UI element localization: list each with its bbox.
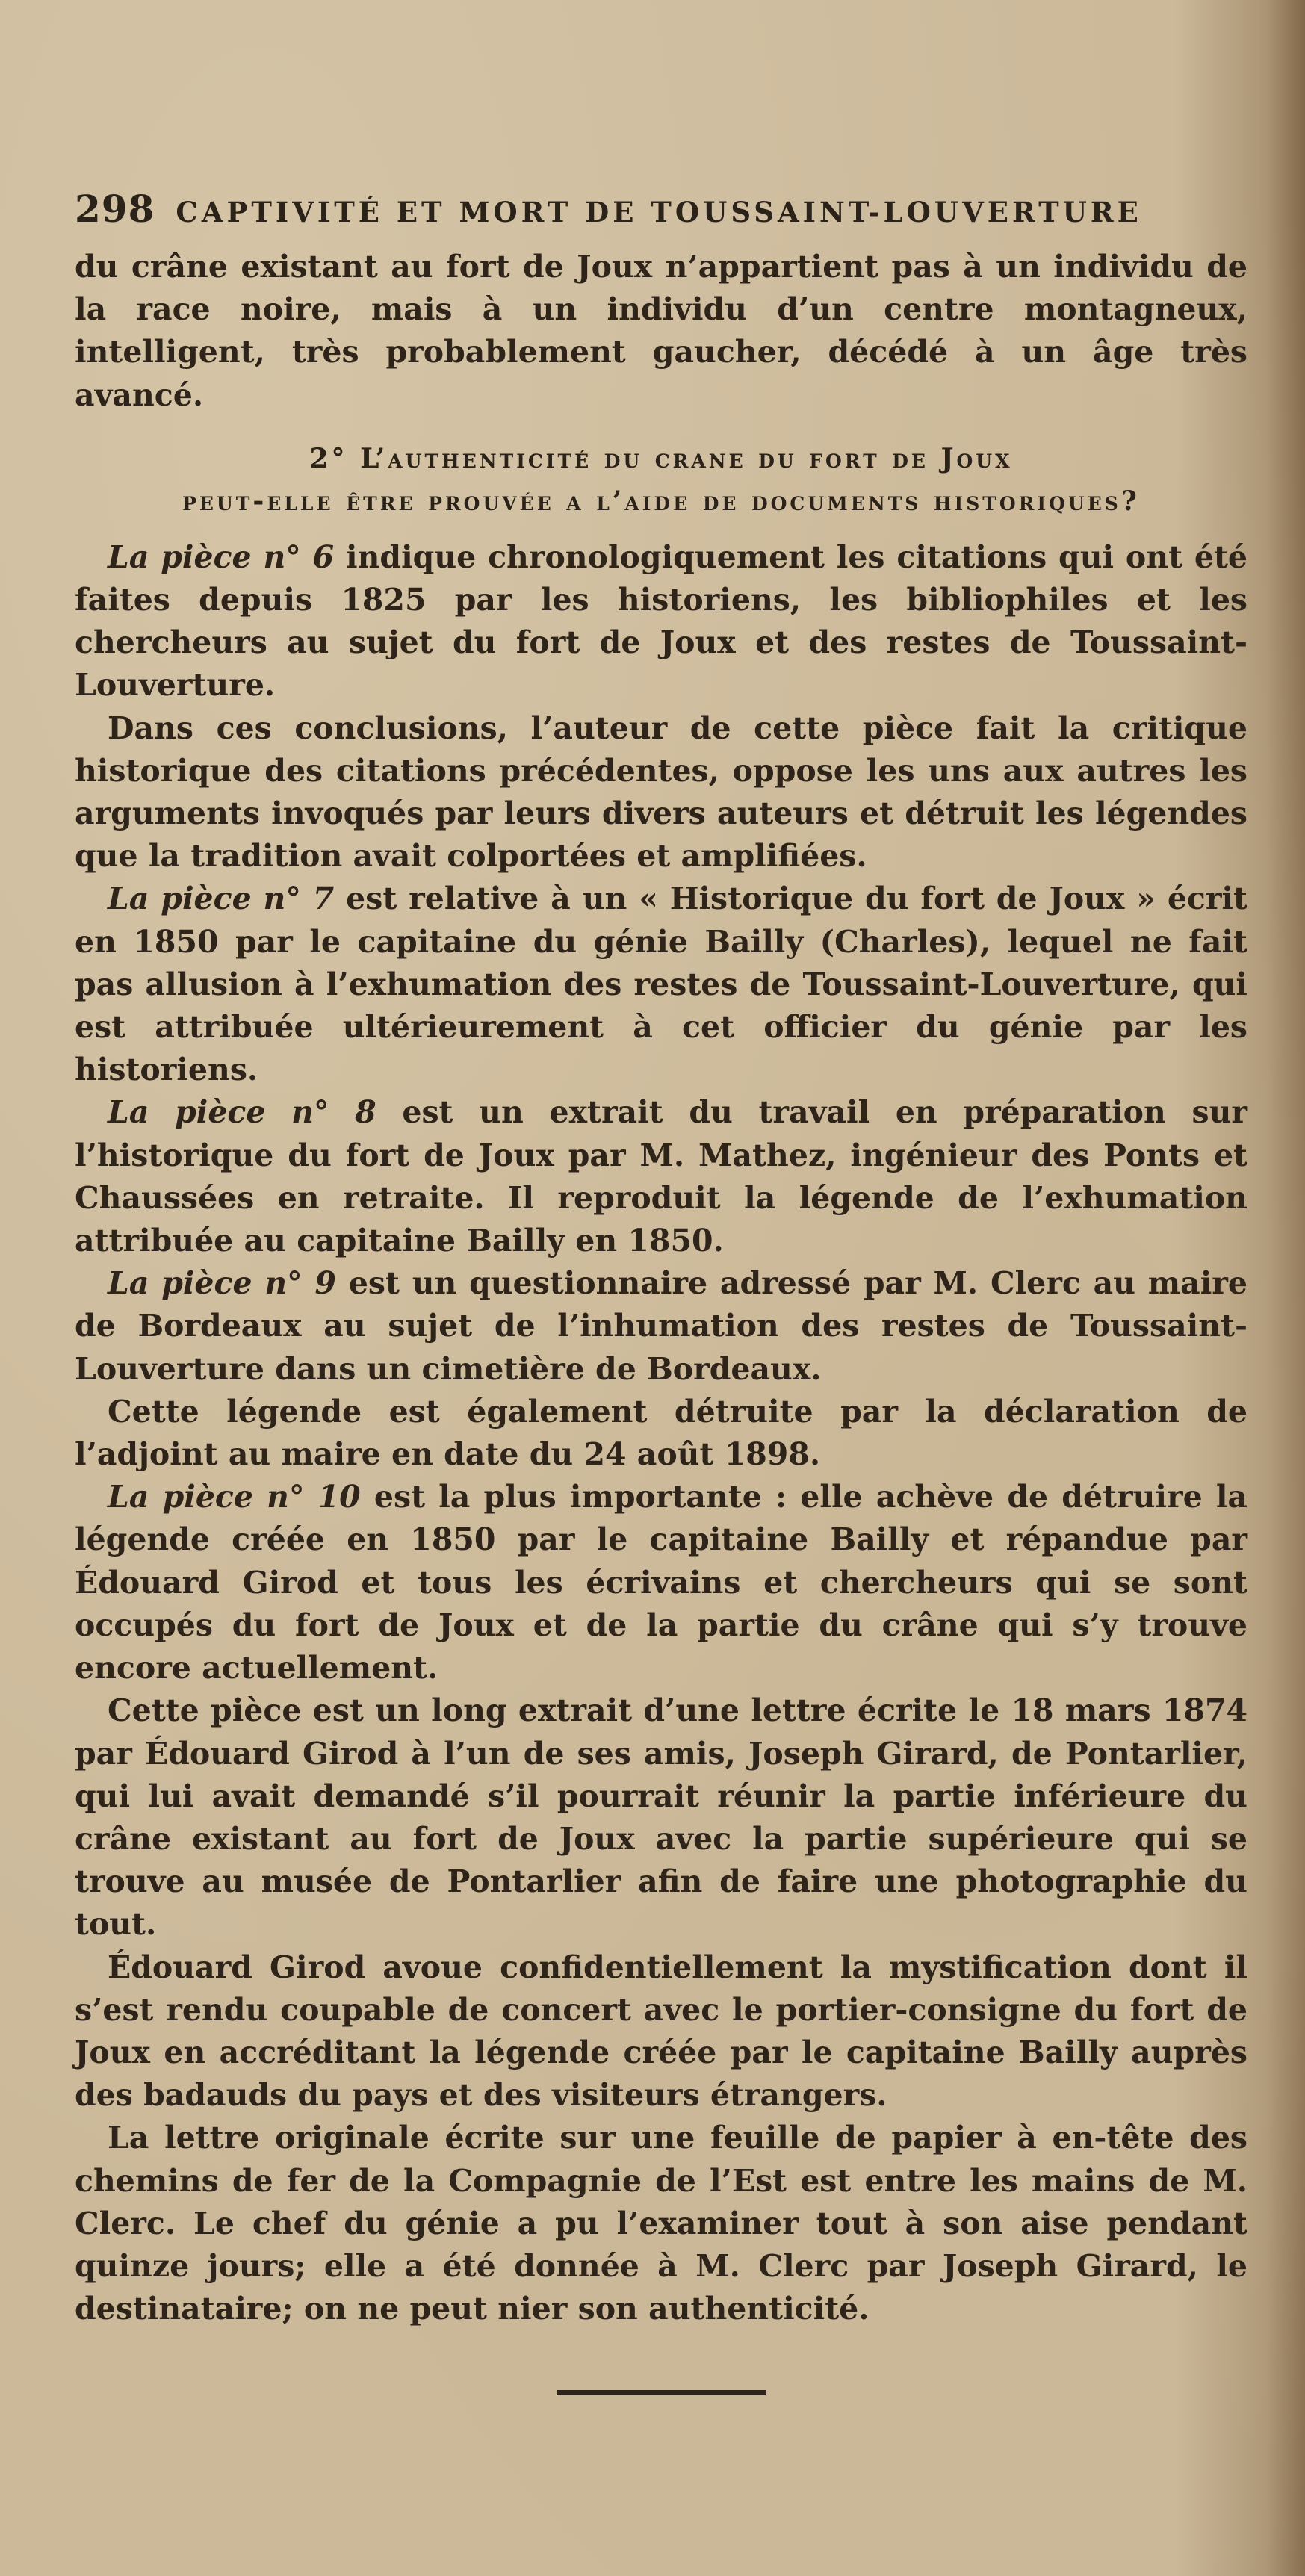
piece-10-label: La pièce n° 10 [108,1479,361,1515]
section-heading-line-2: peut-elle être prouvée a l’aide de documents historiques? [182,485,1140,517]
paragraph-legend-destroyed: Cette légende est également détruite par la déclaration de l’adjoint au maire en date du 24 août 1898. [75,1393,1247,1473]
paragraph-piece-6 [75,536,1247,707]
piece-8-label: La pièce n° 8 [108,1094,376,1131]
paragraph-piece-10 [75,1476,1247,1689]
section-heading-line-1: 2° L’authenticité du crane du fort de Joux [309,442,1013,474]
section-heading [75,438,1247,523]
piece-7-text: est relative à un « Historique du fort de Joux » écrit en 1850 par le capitaine du génie Bailly (Charles), lequel ne fait pas allusion à l’exhumation des restes de Toussaint-Louverture, qui est attribuée ultérieurement à cet officier du génie par les historiens. [75,881,1247,1088]
closing-rule [557,2390,766,2395]
piece-7-label: La pièce n° 7 [108,881,335,917]
piece-6-label: La pièce n° 6 [108,539,335,575]
paragraph-mystification: Édouard Girod avoue confidentiellement la mystification dont il s’est rendu coupable de concert avec le portier-consigne du fort de Joux en accréditant la légende créée par le capitaine Bailly auprès des badauds du pays et des visiteurs étrangers. [75,1949,1247,2114]
paragraph-letter-extract: Cette pièce est un long extrait d’une lettre écrite le 18 mars 1874 par Édouard Girod à l’un de ses amis, Joseph Girard, de Pontarlier, qui lui avait demandé s’il pourrait réunir la partie inférieure du crâne existant au fort de Joux avec la partie supérieure qui se trouve au musée de Pontarlier afin de faire une photographie du tout. [75,1692,1247,1943]
piece-9-text: est un questionnaire adressé par M. Clerc au maire de Bordeaux au sujet de l’inhumation des restes de Toussaint-Louverture dans un cimetière de Bordeaux. [75,1265,1247,1387]
piece-9-label: La pièce n° 9 [108,1265,337,1302]
paragraph-conclusion: du crâne existant au fort de Joux n’appartient pas à un individu de la race noire, mais à un individu d’un centre montagneux, intelligent, très probablement gaucher, décédé à un âge très avancé. [75,249,1247,413]
paragraph-piece-7 [75,878,1247,1091]
piece-10-text: est la plus importante : elle achève de détruire la légende créée en 1850 par le capitaine Bailly et répandue par Édouard Girod et tous les écrivains et chercheurs qui se sont occupés du fort de Joux et de la partie du crâne qui s’y trouve encore actuellement. [75,1479,1247,1686]
paragraph-piece-8 [75,1091,1247,1262]
page-body [75,187,1247,2395]
page-number: 298 [75,187,155,231]
running-title: CAPTIVITÉ ET MORT DE TOUSSAINT-LOUVERTURE [176,196,1142,229]
paragraph-conclusions: Dans ces conclusions, l’auteur de cette pièce fait la critique historique des citations précédentes, oppose les uns aux autres les arguments invoqués par leurs divers auteurs et détruit les légendes que la tradition avait colportées et amplifiées. [75,710,1247,875]
paragraph-original-letter: La lettre originale écrite sur une feuille de papier à en-tête des chemins de fer de la Compagnie de l’Est est entre les mains de M. Clerc. Le chef du génie a pu l’examiner tout à son aise pendant quinze jours; elle a été donnée à M. Clerc par Joseph Girard, le destinataire; on ne peut nier son authenticité. [75,2120,1247,2327]
piece-6-text: indique chronologiquement les citations qui ont été faites depuis 1825 par les historiens, les bibliophiles et les chercheurs au sujet du fort de Joux et des restes de Toussaint-Louverture. [75,539,1247,704]
page-header [75,187,1247,231]
paragraph-piece-9 [75,1262,1247,1391]
piece-8-text: est un extrait du travail en préparation sur l’historique du fort de Joux par M. Mathez, ingénieur des Ponts et Chaussées en retraite. Il reproduit la légende de l’exhumation attribuée au capitaine Bailly en 1850. [75,1094,1248,1259]
